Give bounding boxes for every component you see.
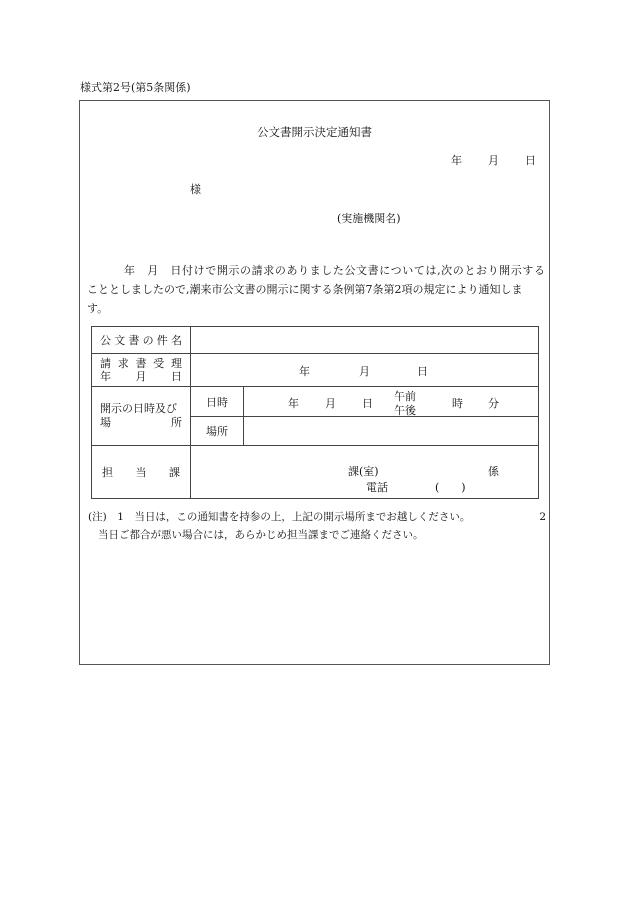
note-line-1: (注) 1 当日は，この通知書を持参の上，上記の開示場所までお越しください。 [88, 511, 471, 523]
receipt-date-value-cell[interactable] [191, 354, 539, 387]
disclosure-info-table [91, 326, 539, 499]
datetime-label-cell: 日時 [191, 387, 244, 417]
note-line-1-number: 2 [539, 511, 546, 523]
responsible-dept-label-cell: 担 当 課 [92, 446, 191, 499]
receipt-day: 日 [417, 365, 428, 378]
body-line-2: こととしましたので,潮来市公文書の開示に関する条例第7条第2項の規定により通知しま [87, 283, 523, 296]
receipt-date-label-cell: 請 求 書 受 理 年 月 日 [92, 354, 191, 387]
receipt-year: 年 [299, 365, 310, 378]
date-month: 月 [488, 154, 499, 167]
body-line-3: す。 [87, 302, 109, 315]
date-year: 年 [451, 154, 462, 167]
body-paragraph [87, 261, 545, 318]
place-label-cell: 場所 [191, 417, 244, 446]
document-title: 公文書開示決定通知書 [257, 125, 372, 139]
receipt-month: 月 [359, 365, 370, 378]
dept-phone-label: 電話 [366, 481, 388, 494]
datetime-day: 日 [362, 397, 373, 410]
notice-frame [79, 100, 550, 665]
disclosure-datetime-place-label-cell: 開示の日時及び 場 所 [92, 387, 191, 446]
dept-phone-paren: ( ) [435, 481, 466, 494]
dept-unit: 係 [488, 465, 499, 478]
datetime-year: 年 [288, 397, 299, 410]
form-number: 様式第2号(第5条関係) [80, 81, 191, 94]
notes [88, 508, 546, 544]
datetime-value-cell[interactable] [244, 387, 539, 417]
doc-name-label-cell: 公 文 書 の 件 名 [92, 327, 191, 354]
datetime-hour: 時 [452, 397, 463, 410]
datetime-month: 月 [325, 397, 336, 410]
note-line-2: 当日ご都合が悪い場合には，あらかじめ担当課までご連絡ください。 [98, 529, 424, 541]
datetime-am: 午前 [394, 390, 416, 403]
dept-section: 課(室) [348, 465, 379, 478]
recipient-suffix: 様 [190, 183, 201, 196]
issuer-name: (実施機関名) [337, 212, 401, 225]
doc-name-value-cell[interactable] [191, 327, 539, 354]
place-value-cell[interactable] [244, 417, 539, 446]
datetime-minute: 分 [488, 397, 499, 410]
responsible-dept-value-cell[interactable] [191, 446, 539, 499]
datetime-pm: 午後 [394, 404, 416, 417]
body-line-1: 年 月 日付けで開示の請求のありました公文書については,次のとおり開示する [124, 264, 545, 277]
date-day: 日 [525, 154, 536, 167]
